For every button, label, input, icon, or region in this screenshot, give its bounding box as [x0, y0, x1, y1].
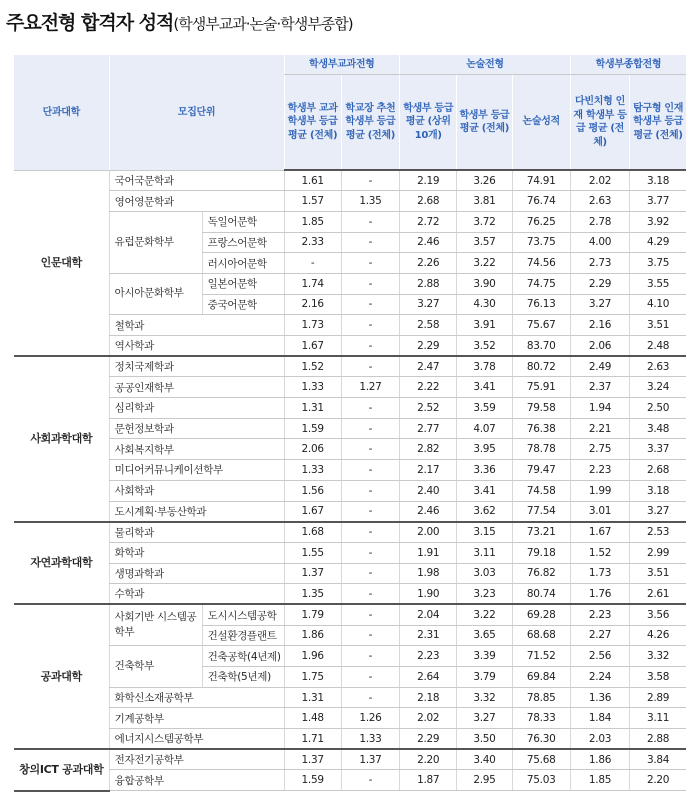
value-cell-4: 3.91 [457, 315, 512, 336]
value-cell-7: 3.32 [630, 646, 686, 667]
sub-unit-cell: 건설환경플랜트 [202, 625, 284, 646]
value-cell-5: 76.74 [512, 191, 570, 212]
value-cell-1: 1.33 [284, 460, 341, 481]
table-row [14, 211, 686, 232]
value-cell-1: 1.75 [284, 667, 341, 688]
unit-cell: 물리학과 [109, 522, 284, 543]
value-cell-3: 1.91 [400, 542, 457, 563]
unit-cell: 사회복지학부 [109, 439, 284, 460]
value-cell-6: 2.29 [570, 273, 629, 294]
value-cell-6: 2.06 [570, 336, 629, 357]
value-cell-4: 3.26 [457, 170, 512, 191]
value-cell-2: 1.27 [341, 377, 399, 398]
value-cell-7: 3.84 [630, 749, 686, 770]
table-row [14, 398, 686, 419]
value-cell-3: 2.29 [400, 336, 457, 357]
value-cell-3: 2.40 [400, 480, 457, 501]
value-cell-7: 2.89 [630, 687, 686, 708]
value-cell-2: - [341, 315, 399, 336]
value-cell-2: - [341, 439, 399, 460]
table-row [14, 315, 686, 336]
value-cell-2: - [341, 232, 399, 253]
admission-results-table [14, 55, 686, 792]
unit-cell: 수학과 [109, 584, 284, 605]
table-row [14, 501, 686, 522]
value-cell-3: 2.52 [400, 398, 457, 419]
value-cell-2: - [341, 170, 399, 191]
value-cell-3: 2.77 [400, 418, 457, 439]
value-cell-1: 1.74 [284, 273, 341, 294]
sub-unit-cell: 프랑스어문학 [202, 232, 284, 253]
value-cell-6: 2.56 [570, 646, 629, 667]
value-cell-3: 2.58 [400, 315, 457, 336]
table-row [14, 604, 686, 625]
value-cell-5: 83.70 [512, 336, 570, 357]
value-cell-4: 3.39 [457, 646, 512, 667]
value-cell-5: 75.68 [512, 749, 570, 770]
value-cell-2: 1.26 [341, 708, 399, 729]
header-col-2: 학교장 추천 학생부 등급 평균 (전체) [341, 75, 399, 171]
value-cell-3: 1.87 [400, 770, 457, 791]
value-cell-6: 2.49 [570, 356, 629, 377]
value-cell-2: - [341, 646, 399, 667]
value-cell-6: 2.02 [570, 170, 629, 191]
value-cell-3: 2.31 [400, 625, 457, 646]
value-cell-5: 78.33 [512, 708, 570, 729]
value-cell-6: 2.37 [570, 377, 629, 398]
value-cell-4: 3.23 [457, 584, 512, 605]
value-cell-5: 75.67 [512, 315, 570, 336]
value-cell-6: 2.23 [570, 604, 629, 625]
table-row [14, 646, 686, 667]
value-cell-7: 3.51 [630, 563, 686, 584]
value-cell-2: - [341, 253, 399, 274]
value-cell-5: 69.28 [512, 604, 570, 625]
value-cell-5: 80.72 [512, 356, 570, 377]
unit-cell: 미디어커뮤니케이션학부 [109, 460, 284, 481]
value-cell-4: 3.22 [457, 604, 512, 625]
table-row [14, 563, 686, 584]
value-cell-5: 73.75 [512, 232, 570, 253]
unit-cell: 사회학과 [109, 480, 284, 501]
value-cell-5: 68.68 [512, 625, 570, 646]
college-cell: 자연과학대학 [14, 522, 109, 605]
value-cell-5: 71.52 [512, 646, 570, 667]
unit-cell: 심리학과 [109, 398, 284, 419]
value-cell-1: 1.31 [284, 687, 341, 708]
table-row [14, 687, 686, 708]
value-cell-7: 2.53 [630, 522, 686, 543]
value-cell-7: 3.75 [630, 253, 686, 274]
value-cell-1: 2.06 [284, 439, 341, 460]
value-cell-7: 3.27 [630, 501, 686, 522]
value-cell-2: - [341, 542, 399, 563]
value-cell-2: - [341, 398, 399, 419]
value-cell-6: 2.23 [570, 460, 629, 481]
header-group-gyogwa: 학생부교과전형 [284, 55, 400, 75]
value-cell-4: 3.72 [457, 211, 512, 232]
value-cell-3: 2.17 [400, 460, 457, 481]
value-cell-7: 3.51 [630, 315, 686, 336]
value-cell-7: 3.48 [630, 418, 686, 439]
unit-group-cell: 건축학부 [109, 646, 202, 687]
sub-unit-cell: 건축공학(4년제) [202, 646, 284, 667]
header-unit: 모집단위 [109, 55, 284, 170]
value-cell-7: 3.92 [630, 211, 686, 232]
value-cell-2: 1.35 [341, 191, 399, 212]
value-cell-4: 3.40 [457, 749, 512, 770]
college-cell: 인문대학 [14, 170, 109, 356]
header-col-6: 다빈치형 인재 학생부 등급 평균 (전체) [570, 75, 629, 171]
value-cell-4: 3.36 [457, 460, 512, 481]
value-cell-4: 3.22 [457, 253, 512, 274]
table-body [14, 170, 686, 791]
college-cell: 사회과학대학 [14, 356, 109, 522]
value-cell-4: 3.27 [457, 708, 512, 729]
table-row [14, 273, 686, 294]
unit-cell: 전자전기공학부 [109, 749, 284, 770]
value-cell-7: 3.56 [630, 604, 686, 625]
value-cell-4: 3.90 [457, 273, 512, 294]
value-cell-5: 74.91 [512, 170, 570, 191]
value-cell-1: 1.73 [284, 315, 341, 336]
value-cell-4: 3.03 [457, 563, 512, 584]
value-cell-3: 2.04 [400, 604, 457, 625]
header-college: 단과대학 [14, 55, 109, 170]
value-cell-5: 75.03 [512, 770, 570, 791]
college-cell: 공과대학 [14, 604, 109, 749]
table-row [14, 439, 686, 460]
value-cell-7: 4.10 [630, 294, 686, 315]
table-row [14, 356, 686, 377]
value-cell-6: 3.27 [570, 294, 629, 315]
value-cell-1: 1.35 [284, 584, 341, 605]
value-cell-7: 3.18 [630, 480, 686, 501]
value-cell-2: - [341, 687, 399, 708]
value-cell-6: 2.03 [570, 729, 629, 750]
unit-cell: 문헌정보학과 [109, 418, 284, 439]
unit-cell: 기계공학부 [109, 708, 284, 729]
value-cell-3: 2.64 [400, 667, 457, 688]
table-row [14, 460, 686, 481]
unit-cell: 에너지시스템공학부 [109, 729, 284, 750]
value-cell-7: 3.58 [630, 667, 686, 688]
value-cell-4: 3.95 [457, 439, 512, 460]
value-cell-6: 2.78 [570, 211, 629, 232]
value-cell-3: 2.47 [400, 356, 457, 377]
table-row [14, 749, 686, 770]
value-cell-6: 1.85 [570, 770, 629, 791]
value-cell-3: 2.29 [400, 729, 457, 750]
value-cell-6: 2.16 [570, 315, 629, 336]
table-row [14, 377, 686, 398]
table-row [14, 191, 686, 212]
value-cell-6: 4.00 [570, 232, 629, 253]
value-cell-4: 3.52 [457, 336, 512, 357]
value-cell-7: 3.18 [630, 170, 686, 191]
value-cell-2: - [341, 770, 399, 791]
value-cell-3: 2.23 [400, 646, 457, 667]
value-cell-1: 2.16 [284, 294, 341, 315]
value-cell-6: 1.67 [570, 522, 629, 543]
table-row [14, 542, 686, 563]
value-cell-7: 2.63 [630, 356, 686, 377]
value-cell-3: 2.26 [400, 253, 457, 274]
title-sub: (학생부교과·논술·학생부종합) [173, 15, 353, 33]
table-row [14, 170, 686, 191]
value-cell-6: 2.75 [570, 439, 629, 460]
value-cell-2: - [341, 294, 399, 315]
title-main: 주요전형 합격자 성적 [6, 12, 174, 34]
page-title [6, 8, 353, 38]
value-cell-6: 1.36 [570, 687, 629, 708]
header-group-jonghap: 학생부종합전형 [570, 55, 686, 75]
value-cell-4: 3.11 [457, 542, 512, 563]
table-row [14, 418, 686, 439]
value-cell-2: 1.33 [341, 729, 399, 750]
value-cell-1: 1.67 [284, 501, 341, 522]
value-cell-2: - [341, 356, 399, 377]
value-cell-2: - [341, 336, 399, 357]
unit-cell: 화학과 [109, 542, 284, 563]
table-row [14, 336, 686, 357]
value-cell-5: 69.84 [512, 667, 570, 688]
sub-unit-cell: 건축학(5년제) [202, 667, 284, 688]
value-cell-2: - [341, 418, 399, 439]
header-col-7: 탐구형 인재 학생부 등급 평균 (전체) [630, 75, 686, 171]
sub-unit-cell: 중국어문학 [202, 294, 284, 315]
value-cell-3: 1.90 [400, 584, 457, 605]
value-cell-3: 2.88 [400, 273, 457, 294]
value-cell-6: 1.84 [570, 708, 629, 729]
value-cell-3: 2.46 [400, 501, 457, 522]
value-cell-4: 3.57 [457, 232, 512, 253]
value-cell-6: 2.21 [570, 418, 629, 439]
value-cell-5: 74.56 [512, 253, 570, 274]
value-cell-3: 2.46 [400, 232, 457, 253]
value-cell-5: 80.74 [512, 584, 570, 605]
value-cell-1: 1.48 [284, 708, 341, 729]
value-cell-2: - [341, 211, 399, 232]
value-cell-3: 3.27 [400, 294, 457, 315]
value-cell-3: 2.68 [400, 191, 457, 212]
value-cell-4: 4.30 [457, 294, 512, 315]
value-cell-6: 1.73 [570, 563, 629, 584]
table-row [14, 584, 686, 605]
value-cell-1: 1.37 [284, 749, 341, 770]
header-group-nonsul: 논술전형 [400, 55, 571, 75]
value-cell-7: 2.20 [630, 770, 686, 791]
value-cell-2: - [341, 563, 399, 584]
table-row [14, 708, 686, 729]
value-cell-6: 3.01 [570, 501, 629, 522]
unit-cell: 융합공학부 [109, 770, 284, 791]
value-cell-4: 2.95 [457, 770, 512, 791]
unit-cell: 철학과 [109, 315, 284, 336]
header-col-5: 논술성적 [512, 75, 570, 171]
sub-unit-cell: 일본어문학 [202, 273, 284, 294]
value-cell-2: - [341, 273, 399, 294]
value-cell-4: 4.07 [457, 418, 512, 439]
value-cell-7: 2.61 [630, 584, 686, 605]
value-cell-4: 3.79 [457, 667, 512, 688]
value-cell-3: 2.82 [400, 439, 457, 460]
table-row [14, 770, 686, 791]
value-cell-6: 1.99 [570, 480, 629, 501]
unit-cell: 국어국문학과 [109, 170, 284, 191]
value-cell-3: 2.20 [400, 749, 457, 770]
value-cell-5: 74.75 [512, 273, 570, 294]
sub-unit-cell: 도시시스템공학 [202, 604, 284, 625]
value-cell-5: 78.78 [512, 439, 570, 460]
header-col-1: 학생부 교과 학생부 등급 평균 (전체) [284, 75, 341, 171]
table-row [14, 480, 686, 501]
value-cell-2: - [341, 460, 399, 481]
value-cell-2: - [341, 667, 399, 688]
value-cell-3: 2.19 [400, 170, 457, 191]
unit-group-cell: 유럽문화학부 [109, 211, 202, 273]
value-cell-4: 3.15 [457, 522, 512, 543]
value-cell-1: 1.59 [284, 770, 341, 791]
value-cell-1: 1.68 [284, 522, 341, 543]
value-cell-6: 1.76 [570, 584, 629, 605]
value-cell-5: 76.30 [512, 729, 570, 750]
value-cell-7: 3.55 [630, 273, 686, 294]
value-cell-5: 79.47 [512, 460, 570, 481]
value-cell-4: 3.65 [457, 625, 512, 646]
value-cell-7: 2.68 [630, 460, 686, 481]
value-cell-3: 2.72 [400, 211, 457, 232]
sub-unit-cell: 독일어문학 [202, 211, 284, 232]
sub-unit-cell: 러시아어문학 [202, 253, 284, 274]
value-cell-2: 1.37 [341, 749, 399, 770]
value-cell-1: 2.33 [284, 232, 341, 253]
value-cell-7: 2.50 [630, 398, 686, 419]
value-cell-1: 1.57 [284, 191, 341, 212]
header-col-3: 학생부 등급 평균 (상위 10개) [400, 75, 457, 171]
value-cell-4: 3.62 [457, 501, 512, 522]
value-cell-1: 1.71 [284, 729, 341, 750]
unit-cell: 생명과학과 [109, 563, 284, 584]
unit-group-cell: 아시아문화학부 [109, 273, 202, 314]
value-cell-1: 1.96 [284, 646, 341, 667]
value-cell-5: 76.13 [512, 294, 570, 315]
value-cell-6: 2.27 [570, 625, 629, 646]
value-cell-4: 3.50 [457, 729, 512, 750]
value-cell-5: 77.54 [512, 501, 570, 522]
value-cell-7: 3.11 [630, 708, 686, 729]
value-cell-5: 78.85 [512, 687, 570, 708]
value-cell-3: 2.00 [400, 522, 457, 543]
value-cell-7: 4.29 [630, 232, 686, 253]
value-cell-1: - [284, 253, 341, 274]
value-cell-4: 3.59 [457, 398, 512, 419]
value-cell-4: 3.81 [457, 191, 512, 212]
table-row [14, 729, 686, 750]
value-cell-1: 1.86 [284, 625, 341, 646]
value-cell-2: - [341, 522, 399, 543]
value-cell-3: 2.18 [400, 687, 457, 708]
value-cell-7: 3.77 [630, 191, 686, 212]
value-cell-5: 79.18 [512, 542, 570, 563]
value-cell-1: 1.79 [284, 604, 341, 625]
value-cell-1: 1.37 [284, 563, 341, 584]
value-cell-6: 2.63 [570, 191, 629, 212]
value-cell-1: 1.61 [284, 170, 341, 191]
unit-cell: 화학신소재공학부 [109, 687, 284, 708]
value-cell-4: 3.32 [457, 687, 512, 708]
value-cell-4: 3.41 [457, 377, 512, 398]
unit-cell: 도시계획·부동산학과 [109, 501, 284, 522]
value-cell-1: 1.56 [284, 480, 341, 501]
value-cell-5: 74.58 [512, 480, 570, 501]
value-cell-6: 1.86 [570, 749, 629, 770]
value-cell-6: 2.24 [570, 667, 629, 688]
header-col-4: 학생부 등급 평균 (전체) [457, 75, 512, 171]
value-cell-1: 1.85 [284, 211, 341, 232]
value-cell-1: 1.31 [284, 398, 341, 419]
value-cell-5: 76.82 [512, 563, 570, 584]
table-row [14, 522, 686, 543]
unit-cell: 정치국제학과 [109, 356, 284, 377]
unit-group-cell: 사회기반 시스템공학부 [109, 604, 202, 645]
value-cell-6: 2.73 [570, 253, 629, 274]
value-cell-5: 75.91 [512, 377, 570, 398]
value-cell-3: 1.98 [400, 563, 457, 584]
value-cell-2: - [341, 501, 399, 522]
value-cell-7: 4.26 [630, 625, 686, 646]
value-cell-4: 3.41 [457, 480, 512, 501]
value-cell-6: 1.94 [570, 398, 629, 419]
value-cell-3: 2.22 [400, 377, 457, 398]
unit-cell: 역사학과 [109, 336, 284, 357]
value-cell-7: 2.99 [630, 542, 686, 563]
value-cell-4: 3.78 [457, 356, 512, 377]
value-cell-5: 76.38 [512, 418, 570, 439]
value-cell-7: 2.88 [630, 729, 686, 750]
value-cell-5: 73.21 [512, 522, 570, 543]
value-cell-1: 1.33 [284, 377, 341, 398]
value-cell-7: 2.48 [630, 336, 686, 357]
value-cell-2: - [341, 480, 399, 501]
value-cell-2: - [341, 604, 399, 625]
value-cell-5: 79.58 [512, 398, 570, 419]
unit-cell: 공공인재학부 [109, 377, 284, 398]
value-cell-1: 1.52 [284, 356, 341, 377]
value-cell-2: - [341, 625, 399, 646]
value-cell-1: 1.59 [284, 418, 341, 439]
value-cell-2: - [341, 584, 399, 605]
unit-cell: 영어영문학과 [109, 191, 284, 212]
value-cell-5: 76.25 [512, 211, 570, 232]
value-cell-3: 2.02 [400, 708, 457, 729]
value-cell-1: 1.55 [284, 542, 341, 563]
value-cell-7: 3.24 [630, 377, 686, 398]
value-cell-7: 3.37 [630, 439, 686, 460]
value-cell-6: 1.52 [570, 542, 629, 563]
college-cell: 창의ICT 공과대학 [14, 749, 109, 790]
value-cell-1: 1.67 [284, 336, 341, 357]
